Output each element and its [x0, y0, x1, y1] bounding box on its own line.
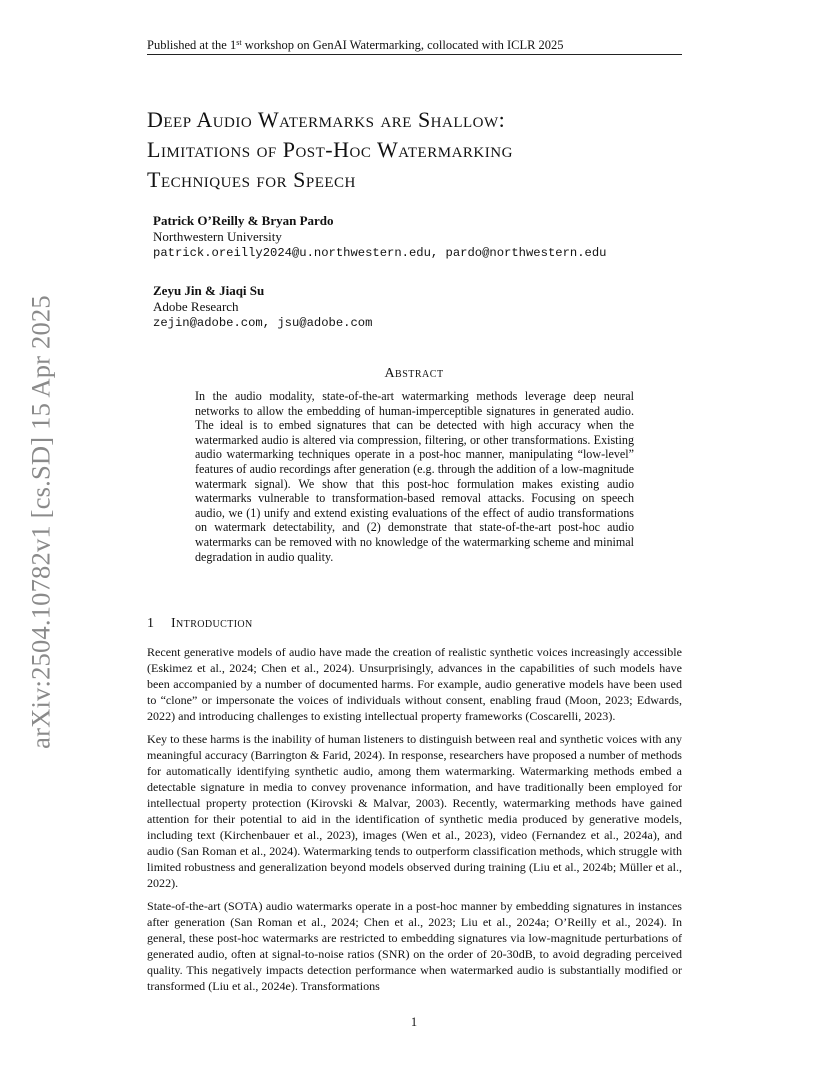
section-number: 1 [147, 616, 155, 631]
section-heading [147, 616, 253, 632]
author-affiliation: Northwestern University [153, 229, 282, 244]
author-email[interactable]: zejin@adobe.com, jsu@adobe.com [153, 316, 373, 330]
page-number: 1 [410, 1015, 418, 1029]
author-names: Zeyu Jin & Jiaqi Su [153, 283, 265, 298]
title-line-1: Deep Audio Watermarks are Shallow: [147, 107, 506, 132]
header-rule [147, 54, 682, 55]
title-line-3: Techniques for Speech [147, 167, 356, 192]
header-superscript: st [236, 38, 242, 47]
arxiv-id: arXiv:2504.10782v1 [cs.SD] 15 Apr 2025 [25, 295, 56, 749]
body-paragraph: Key to these harms is the inability of human listeners to distinguish between real and synthetic voices with any meaningful accuracy (Barrington & Farid, 2024). In response, researchers have proposed a number of methods for automatically identifying synthetic audio, among them watermarking. Watermarking methods embed a detectable signature in media to convey provenance information, and have traditionally been employed for intellectual property protection (Kirovski & Malvar, 2003). Recently, watermarking methods have gained attention for their potential to aid in the identification of synthetic media produced by generative models, including text (Kirchenbauer et al., 2023), images (Wen et al., 2023), video (Fernandez et al., 2024a), and audio (San Roman et al., 2024). Watermarking tends to outperform classification methods, which struggle with limited robustness and generalization beyond models observed during training (Liu et al., 2024b; Müller et al., 2022). [147, 732, 682, 890]
section-title: Introduction [171, 616, 253, 631]
header-text-post: workshop on GenAI Watermarking, collocated with ICLR 2025 [241, 38, 564, 52]
running-header [147, 37, 682, 53]
author-affiliation: Adobe Research [153, 299, 239, 314]
abstract-body [195, 389, 634, 564]
title-line-2: Limitations of Post-Hoc Watermarking [147, 137, 513, 162]
author-email[interactable]: patrick.oreilly2024@u.northwestern.edu, pardo@northwestern.edu [153, 246, 607, 260]
introduction-body [147, 644, 682, 1001]
paper-title [147, 105, 687, 195]
abstract-text: In the audio modality, state-of-the-art watermarking methods leverage deep neural networks to allow the embedding of human-imperceptible signatures in generated audio. The ideal is to embed signatures that can be detected with high accuracy when the watermarked audio is altered via compression, filtering, or other transformations. Existing audio watermarking techniques operate in a post-hoc manner, manipulating “low-level” features of audio recordings after generation (e.g. through the addition of a low-magnitude watermark signal). We show that this post-hoc formulation makes existing audio watermarks vulnerable to transformation-based removal attacks. Focusing on speech audio, we (1) unify and extend existing evaluations of the effect of audio transformations on watermark detectability, and (2) demonstrate that state-of-the-art post-hoc audio watermarks can be removed with no knowledge of the watermarking scheme and minimal degradation in audio quality. [195, 389, 634, 564]
body-paragraph: State-of-the-art (SOTA) audio watermarks operate in a post-hoc manner by embedding signatures in instances after generation (San Roman et al., 2024; Chen et al., 2023; Liu et al., 2024a; O’Reilly et al., 2024). In general, these post-hoc watermarks are restricted to embedding signatures via low-magnitude perturbations of generated audio, often at signal-to-noise ratios (SNR) on the order of 20-30dB, to avoid degrading perceived quality. This negatively impacts detection performance when watermarked audio is substantially modified or transformed (Liu et al., 2024e). Transformations [147, 899, 682, 993]
author-names: Patrick O’Reilly & Bryan Pardo [153, 213, 334, 228]
abstract-heading: Abstract [384, 366, 444, 381]
author-block-2 [153, 282, 693, 331]
header-text-pre: Published at the 1 [147, 38, 237, 52]
body-paragraph: Recent generative models of audio have made the creation of realistic synthetic voices increasingly accessible (Eskimez et al., 2024; Chen et al., 2024). Unsurprisingly, advances in the capabilities of such models have been accompanied by a number of documented harms. For example, audio generative models have been used to “clone” or impersonate the voices of individuals without consent, enabling fraud (Moon, 2023; Edwards, 2022) and introducing challenges to existing intellectual property frameworks (Coscarelli, 2023). [147, 645, 682, 723]
author-block-1 [153, 212, 693, 261]
